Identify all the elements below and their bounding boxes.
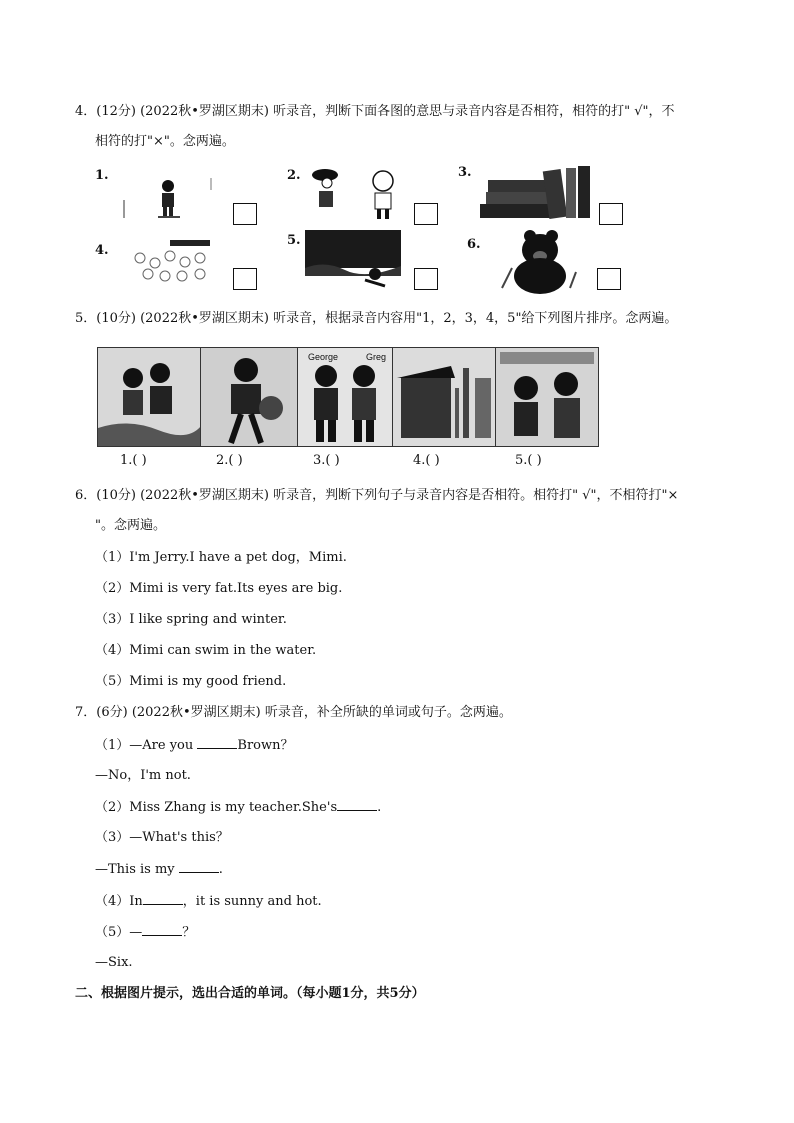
q5-panel-4 (393, 348, 496, 446)
q7-item4-text-b: ，it is sunny and hot. (182, 894, 322, 909)
q7-item5-reply: —Six. (95, 955, 133, 970)
q4-answer-box-6[interactable] (597, 268, 621, 290)
q7-item2-text-a: （2）Miss Zhang is my teacher.She's (95, 800, 338, 815)
q4-answer-box-5[interactable] (414, 268, 438, 290)
q4-pic1-label: 1. (95, 168, 109, 183)
q5-picture-strip (97, 347, 599, 447)
q7-item3-text-a: —This is my (95, 862, 179, 877)
q4-pic4-label: 4. (95, 243, 109, 258)
q4-pic1-boy-image (118, 170, 218, 222)
q5-panel-3 (298, 348, 393, 446)
q7-item4-text-a: （4）In (95, 894, 143, 909)
q7-instruction: 7．(6分) (2022秋•罗湖区期末) 听录音，补全所缺的单词或句子。念两遍。 (75, 705, 512, 720)
q7-item-4 (95, 892, 322, 911)
q4-pic6-bear-image (500, 228, 580, 294)
q6-instruction-line1: 6．(10分) (2022秋•罗湖区期末) 听录音，判断下列句子与录音内容是否相符。相符打" √"，不相符打"× (75, 488, 679, 503)
q4-pic3-books-image (478, 164, 593, 220)
q5-order-slot-3[interactable]: 3.( ) (313, 453, 340, 468)
q5-panel-1 (98, 348, 201, 446)
q7-item3-reply (95, 860, 223, 879)
q5-order-slot-1[interactable]: 1.( ) (120, 453, 147, 468)
q4-pic2-children-image (305, 163, 405, 223)
q6-item-5: （5）Mimi is my good friend. (95, 674, 287, 689)
q7-item3-text-b: . (218, 862, 223, 877)
q5-panel-2 (201, 348, 298, 446)
q7-item1-text-b: Brown？ (237, 738, 294, 753)
q4-pic4-snow-image (120, 238, 220, 288)
q6-item-3: （3）I like spring and winter. (95, 612, 287, 627)
q7-item1-reply: —No，I'm not. (95, 768, 191, 783)
q4-instruction-line1: 4．(12分) (2022秋•罗湖区期末) 听录音，判断下面各图的意思与录音内容是否相符，相符的打" √"，不 (75, 104, 675, 119)
q5-panel-5 (496, 348, 598, 446)
q7-item2-text-b: . (377, 800, 382, 815)
q4-answer-box-2[interactable] (414, 203, 438, 225)
q5-panel3-name-greg: Greg (366, 352, 387, 362)
q5-instruction: 5．(10分) (2022秋•罗湖区期末) 听录音，根据录音内容用"1，2，3，4，5"给下列图片排序。念两遍。 (75, 311, 678, 326)
q7-item4-blank[interactable] (143, 892, 183, 905)
q5-order-slot-4[interactable]: 4.( ) (413, 453, 440, 468)
q7-item-3: （3）—What's this？ (95, 830, 229, 845)
q6-item-2: （2）Mimi is very fat.Its eyes are big. (95, 581, 343, 596)
q4-pic6-label: 6. (467, 237, 481, 252)
q7-item-2 (95, 798, 381, 817)
q7-item1-text-a: （1）—Are you (95, 738, 198, 753)
q7-item5-blank[interactable] (142, 923, 182, 936)
q4-answer-box-4[interactable] (233, 268, 257, 290)
q7-item-5 (95, 923, 195, 942)
q7-item5-text-b: ？ (182, 925, 196, 940)
q4-pic3-label: 3. (458, 165, 472, 180)
q4-pic2-label: 2. (287, 168, 301, 183)
q5-order-slot-5[interactable]: 5.( ) (515, 453, 542, 468)
q7-item5-text-a: （5）— (95, 925, 143, 940)
q4-pic5-label: 5. (287, 233, 301, 248)
q4-instruction-line2: 相符的打"×"。念两遍。 (95, 134, 235, 149)
q6-item-1: （1）I'm Jerry.I have a pet dog，Mimi. (95, 550, 347, 565)
q4-pic5-swimming-image (305, 230, 401, 290)
q7-item1-blank[interactable] (197, 736, 237, 749)
q7-item3-blank[interactable] (179, 860, 219, 873)
q7-item-1 (95, 736, 294, 755)
q5-panel3-name-george: George (308, 352, 339, 362)
q4-answer-box-1[interactable] (233, 203, 257, 225)
q4-answer-box-3[interactable] (599, 203, 623, 225)
q6-item-4: （4）Mimi can swim in the water. (95, 643, 317, 658)
q7-item2-blank[interactable] (337, 798, 377, 811)
q5-order-slot-2[interactable]: 2.( ) (216, 453, 243, 468)
section2-title: 二、根据图片提示，选出合适的单词。（每小题1分，共5分） (75, 986, 425, 1001)
q6-instruction-line2: "。念两遍。 (95, 518, 166, 533)
